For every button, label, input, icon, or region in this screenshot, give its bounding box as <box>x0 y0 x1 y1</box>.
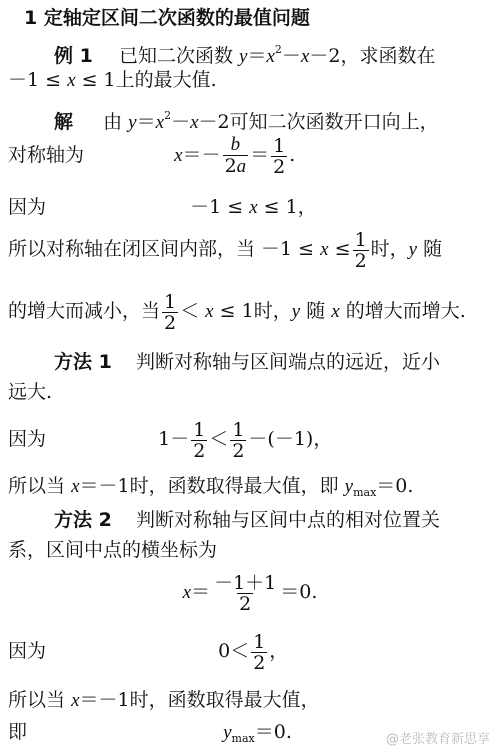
axis-label: 对称轴为 <box>8 144 85 166</box>
solution-label: 解 <box>54 111 74 133</box>
example-label: 例 1 <box>54 45 93 67</box>
example-text-c: 上的最大值. <box>115 69 217 91</box>
because-label-1: 因为 <box>8 196 47 218</box>
example-text-b: ，求函数在 <box>340 45 436 67</box>
frac-one-half-2: $\frac{1}{2}$ <box>354 228 367 272</box>
frac-one-half-6: $\frac{1}{2}$ <box>253 630 266 674</box>
method1-conclusion-b: 时，函数取得最大值，即 <box>129 475 339 497</box>
method1-label: 方法 1 <box>54 351 112 373</box>
method2-conclusion: 所以当 x＝－1时，函数取得最大值， <box>8 689 320 711</box>
method1-because: 因为 <box>8 428 47 450</box>
method1-text: 判断对称轴与区间端点的远近，近小 <box>135 351 440 373</box>
incr-text-d: 的增大而增大. <box>345 300 466 322</box>
method2-ie-line: 即 $y_{max}=0$. <box>8 721 292 745</box>
method1-text2: 远大. <box>8 381 53 403</box>
frac-one-half-3: $\frac{1}{2}$ <box>164 290 177 334</box>
solution-text-b: 可知二次函数开口向上， <box>229 111 439 133</box>
incr-text-a: 的增大而减小，当 <box>8 300 161 322</box>
method2-conclusion-a: 所以当 <box>8 689 66 711</box>
section-heading: 1 定轴定区间二次函数的最值问题 <box>24 7 310 29</box>
method2-because-line: 因为 0＜ $\frac{1}{2}$ ， <box>8 630 289 674</box>
method1-line-2 <box>8 380 494 404</box>
midpoint-formula: x＝ $\frac{-1+1}{2}$ ＝0. <box>182 571 318 615</box>
frac-one-half-5: $\frac{1}{2}$ <box>232 418 245 462</box>
because-line-1: 因为 －1 ≤ x ≤ 1， <box>8 196 317 218</box>
so-text-a: 所以对称轴在闭区间内部，当 <box>8 238 256 260</box>
watermark-text: @老张教育新思享 <box>385 732 490 747</box>
incr-text-c: 随 <box>306 300 326 322</box>
method1-line-1 <box>54 350 494 374</box>
so-text-b: 时， <box>370 238 409 260</box>
method2-conclusion-b: 时，函数取得最大值， <box>129 689 320 711</box>
method2-line-2 <box>8 538 494 562</box>
frac-one-half-4: $\frac{1}{2}$ <box>193 418 206 462</box>
incr-line: 的增大而减小，当 $\frac{1}{2}$ ＜ x ≤ 1时，y 随 x 的增大而增大. <box>8 290 466 334</box>
method2-text2: 系，区间中点的横坐标为 <box>8 539 218 561</box>
method2-because: 因为 <box>8 640 47 662</box>
frac-midpoint: $\frac{-1+1}{2}$ <box>214 571 277 615</box>
axis-line: 对称轴为 x＝－ $\frac{b}{2a}$ ＝ $\frac{1}{2}$ . <box>8 134 296 178</box>
method1-conclusion-a: 所以当 <box>8 475 66 497</box>
solution-text-a: 由 <box>103 111 123 133</box>
example-text-a: 已知二次函数 <box>118 45 233 67</box>
incr-text-b: 时， <box>253 300 292 322</box>
example-line-1: 例 1 已知二次函数 $y=x^2-x-2$，求函数在 <box>54 43 436 67</box>
method1-conclusion: 所以当 x＝－1时，函数取得最大值，即 $y_{max}=0$. <box>8 475 414 499</box>
so-line-1: 所以对称轴在闭区间内部，当 －1 ≤ x ≤ $\frac{1}{2}$ 时，y 随 <box>8 228 443 272</box>
solution-line-1: 解 由 $y=x^2-x-2$可知二次函数开口向上， <box>54 109 439 133</box>
method1-because-line: 因为 1－ $\frac{1}{2}$ ＜ $\frac{1}{2}$ －(－1)， <box>8 418 333 462</box>
method2-ie: 即 <box>8 721 28 743</box>
so-text-c: 随 <box>423 238 443 260</box>
method2-line-1 <box>54 508 494 532</box>
method2-text: 判断对称轴与区间中点的相对位置关 <box>135 509 440 531</box>
example-line-2: －1 ≤ x ≤ 1上的最大值. <box>8 69 217 91</box>
frac-one-half: $\frac{1}{2}$ <box>273 134 286 178</box>
method2-label: 方法 2 <box>54 509 112 531</box>
frac-b-over-2a: $\frac{b}{2a}$ <box>224 134 247 177</box>
